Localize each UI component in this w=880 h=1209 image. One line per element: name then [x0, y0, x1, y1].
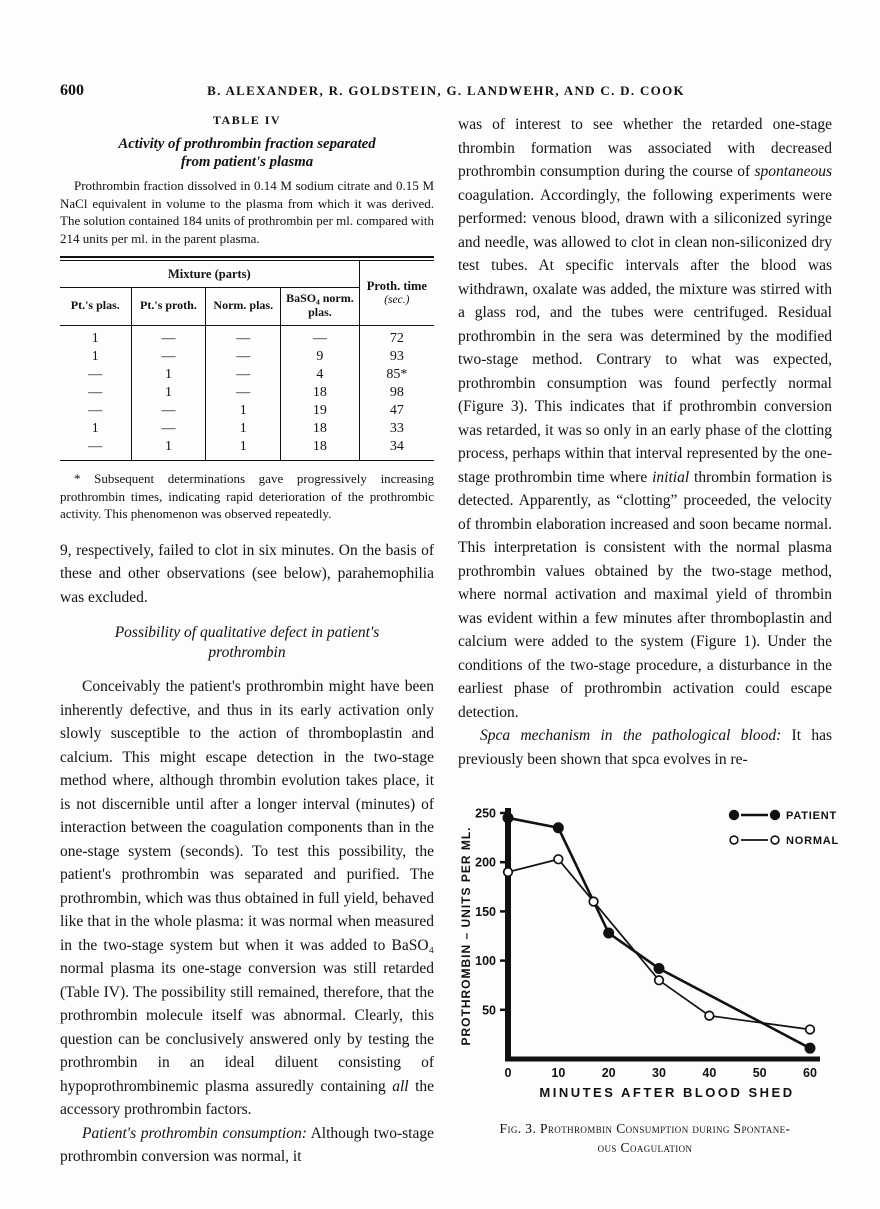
table-footnote: * Subsequent determinations gave progressively increasing prothrombin times, indicating rapid deterioration of the prothrombic activity. This phenomenon was observed repeatedly.	[60, 471, 434, 521]
paragraph: Patient's prothrombin consumption: Although two-stage prothrombin conversion was normal, it	[60, 1124, 434, 1165]
table-note: Prothrombin fraction dissolved in 0.14 M sodium citrate and 0.15 M NaCl equivalent in volume to the plasma from which it was derived. The solution contained 184 units of prothrombin per ml. compared with 214 units per ml. in the parent plasma.	[60, 178, 434, 246]
table-cell: 1	[91, 349, 99, 364]
paragraph: Spca mechanism in the pathological blood: It has previously been shown that spca evolves in re-	[458, 727, 832, 768]
paragraph: 9, respectively, failed to clot in six minutes. On the basis of these and other observations (see below), parahemophilia was excluded.	[60, 541, 434, 606]
running-head	[60, 82, 832, 100]
table-cell: —	[281, 326, 360, 349]
svg-text:60: 60	[803, 1066, 817, 1080]
left-column	[60, 113, 434, 1169]
table-cell: 18	[281, 438, 360, 461]
column-header: Pt.'s plas.	[60, 288, 131, 326]
table-cell: —	[88, 385, 103, 400]
table-cell: 18	[281, 420, 360, 438]
table-row	[60, 384, 434, 402]
table-cell: 33	[359, 420, 434, 438]
table-title: Activity of prothrombin fraction separated from patient's plasma	[118, 136, 376, 170]
paragraph: was of interest to see whether the retarded one-stage thrombin formation was associated with decreased prothrombin consumption during the course of spontaneous coagulation. Accordingly, the following experiments were performed: venous blood, drawn with a siliconized syringe and needle, was allowed to clot in clean non-siliconized dry test tubes. At specific intervals after the blood was withdrawn, oxalate was added, the mixture was stirred with a glass rod, and the tubes were centrifuged. Residual prothrombin in the sera was determined by the modified two-stage method. Contrary to what was expected, prothrombin consumption was found perfectly normal (Figure 3). This indicates that if prothrombin conversion was retarded, it was so only in an early phase of the clotting process, perhaps within that interval represented by the one-stage prothrombin time where initial thrombin formation is detected. Apparently, as “clotting” proceeded, the velocity of thrombin elaboration increased and soon became normal. This interpretation is consistent with the normal plasma prothrombin values obtained by the two-stage method, where normal activation and maximal yield of thrombin was evident within a few minutes after thromboplastin and calcium were added to the system (Figure 1). Under the conditions of the two-stage procedure, a disturbance in the earliest phase of prothrombin activation could escape detection.	[458, 116, 832, 721]
table-cell: —	[206, 326, 281, 349]
right-column	[458, 113, 840, 1169]
table-cell: 98	[359, 384, 434, 402]
table-cell: 93	[359, 348, 434, 366]
table-cell: —	[131, 420, 206, 438]
svg-text:MINUTES AFTER BLOOD SHED: MINUTES AFTER BLOOD SHED	[539, 1085, 795, 1100]
table-cell: 1	[206, 438, 281, 461]
section-heading: Possibility of qualitative defect in patient's prothrombin	[114, 624, 380, 661]
table-group-header: Mixture (parts)	[60, 261, 359, 288]
two-column-layout	[60, 113, 840, 1169]
table-cell: 85*	[359, 366, 434, 384]
table-cell: —	[131, 326, 206, 349]
table-cell: —	[131, 402, 206, 420]
table-cell: 1	[91, 421, 99, 436]
figure-3	[458, 793, 840, 1157]
table-cell: —	[88, 439, 103, 454]
svg-text:PROTHROMBIN – UNITS PER ML.: PROTHROMBIN – UNITS PER ML.	[459, 826, 473, 1046]
table-cell: 19	[281, 402, 360, 420]
table-row	[60, 348, 434, 366]
table-proth-time-header: Proth. time (sec.)	[359, 261, 434, 326]
svg-text:250: 250	[475, 806, 496, 821]
figure-3-caption: Fig. 3. Prothrombin Consumption during Spontane- ous Coagulation	[499, 1121, 791, 1155]
table-cell: 1	[131, 366, 206, 384]
page-number: 600	[60, 82, 84, 99]
table-label: TABLE IV	[212, 113, 282, 127]
table-cell: 1	[206, 420, 281, 438]
table-cell: —	[88, 367, 103, 382]
column-header: Norm. plas.	[206, 288, 281, 326]
table-iv-container	[60, 256, 434, 461]
table-cell: —	[131, 348, 206, 366]
svg-text:150: 150	[475, 904, 496, 919]
svg-text:40: 40	[702, 1066, 717, 1080]
table-cell: 1	[91, 331, 99, 346]
table-cell: 72	[359, 326, 434, 349]
table-cell: 1	[206, 402, 281, 420]
table-cell: 1	[131, 438, 206, 461]
table-row	[60, 366, 434, 384]
table-row	[60, 420, 434, 438]
prothrombin-chart	[458, 793, 848, 1107]
svg-text:20: 20	[601, 1066, 616, 1080]
svg-text:30: 30	[652, 1066, 666, 1080]
table-cell: 9	[281, 348, 360, 366]
svg-text:NORMAL: NORMAL	[786, 835, 840, 847]
svg-text:50: 50	[482, 1003, 496, 1018]
table-cell: —	[206, 384, 281, 402]
table-cell: 4	[281, 366, 360, 384]
svg-text:50: 50	[752, 1066, 767, 1080]
svg-text:100: 100	[475, 954, 496, 969]
svg-text:PATIENT: PATIENT	[786, 810, 838, 822]
svg-text:10: 10	[551, 1066, 566, 1080]
table-cell: 1	[131, 384, 206, 402]
table-cell: 34	[359, 438, 434, 461]
table-iv-body	[60, 326, 434, 461]
table-row	[60, 326, 434, 349]
table-row	[60, 402, 434, 420]
table-cell: 47	[359, 402, 434, 420]
table-cell: 18	[281, 384, 360, 402]
table-cell: —	[206, 366, 281, 384]
svg-text:0: 0	[504, 1066, 512, 1080]
table-cell: —	[88, 403, 103, 418]
running-head-authors: B. ALEXANDER, R. GOLDSTEIN, G. LANDWEHR, AND C. D. COOK	[207, 83, 685, 98]
table-row	[60, 438, 434, 461]
column-header: BaSO₄ norm. plas.	[281, 288, 360, 326]
table-iv	[60, 260, 434, 461]
column-header: Pt.'s proth.	[131, 288, 206, 326]
table-cell: —	[206, 348, 281, 366]
paragraph: Conceivably the patient's prothrombin might have been inherently defective, and thus in its early activation only slowly susceptible to the action of thromboplastin and calcium. This might escape detection in the two-stage method where, although thrombin evolution takes place, it is not discernible until after a longer interval (minutes) of interaction between the coagulation components than in the one-stage system (seconds). To test this possibility, the patient's prothrombin was separated and purified. The prothrombin, which was thus obtained in full yield, behaved like that in the whole plasma: it was normal when measured in the two-stage system but when it was added to BaSO₄ normal plasma its one-stage conversion was still retarded (Table IV). The possibility still remained, therefore, that the prothrombin molecule itself was abnormal. Clearly, this question can be conclusively answered only by testing the prothrombin in an ideal diluent consisting of hypoprothrombinemic plasma assuredly containing all the accessory prothrombin factors.	[60, 678, 434, 1118]
svg-text:200: 200	[475, 855, 496, 870]
